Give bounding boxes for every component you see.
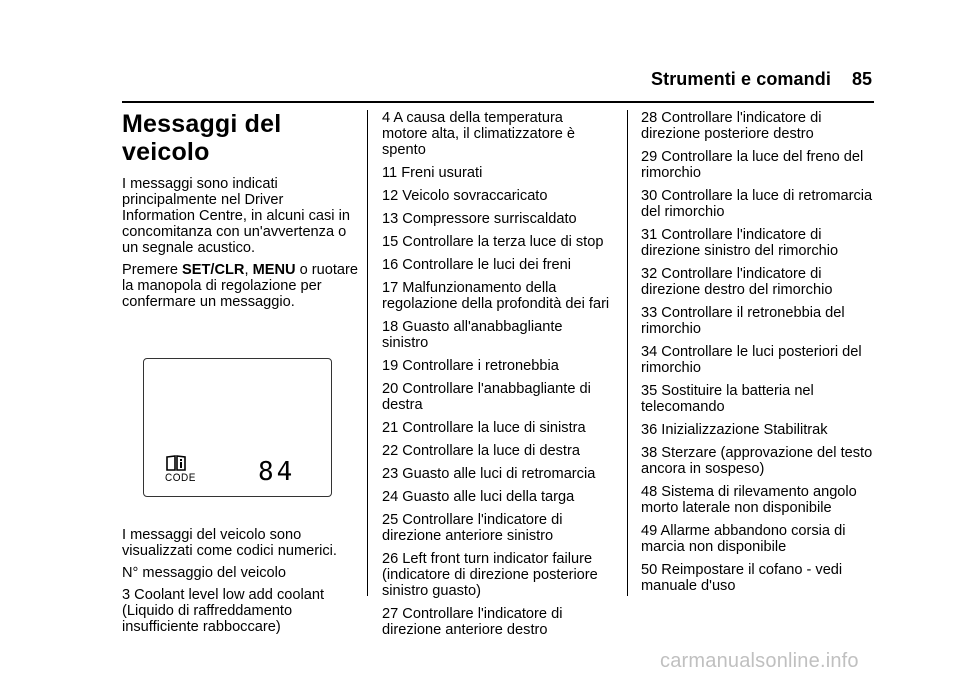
message-item: 28 Controllare l'indicatore di direzione posteriore destro bbox=[641, 110, 822, 142]
message-item: 22 Controllare la luce di destra bbox=[382, 443, 580, 459]
column-2 bbox=[382, 110, 612, 645]
message-item: 48 Sistema di rilevamento angolo morto laterale non disponibile bbox=[641, 484, 857, 516]
page-number: 85 bbox=[852, 69, 873, 89]
message-item: 12 Veicolo sovraccaricato bbox=[382, 188, 548, 204]
book-icon bbox=[166, 455, 186, 471]
set-clr-label: SET/CLR bbox=[182, 262, 245, 278]
message-item: 36 Inizializzazione Stabilitrak bbox=[641, 422, 828, 438]
column-divider bbox=[627, 110, 628, 596]
message-item: 24 Guasto alle luci della targa bbox=[382, 489, 575, 505]
message-number-heading: N° messaggio del veicolo bbox=[122, 565, 287, 581]
message-item: 19 Controllare i retronebbia bbox=[382, 358, 559, 374]
message-item: 13 Compressore surriscaldato bbox=[382, 211, 577, 227]
message-item: 38 Sterzare (approvazione del testo ancora in sospeso) bbox=[641, 445, 873, 477]
page-header-title: Strumenti e comandi bbox=[651, 69, 831, 89]
codes-description: I messaggi del veicolo sono visualizzati come codici numerici. bbox=[122, 527, 337, 559]
instruction-text: Premere bbox=[122, 262, 183, 278]
driver-information-display bbox=[143, 358, 332, 497]
message-item: 4 A causa della temperatura motore alta, il climatizzatore è spento bbox=[382, 110, 576, 158]
column-divider bbox=[367, 110, 368, 596]
column-1 bbox=[122, 110, 360, 641]
intro-paragraph: I messaggi sono indicati principalmente nel Driver Information Centre, in alcuni casi in concomitanza con un'avvertenza o un segnale acustico. bbox=[122, 176, 350, 256]
instruction-text-end: o ruotare la manopola di regolazione per confermare un messaggio. bbox=[122, 262, 359, 310]
message-item: 50 Reimpostare il cofano - vedi manuale d'uso bbox=[641, 562, 843, 594]
menu-label: MENU bbox=[252, 262, 296, 278]
message-item: 26 Left front turn indicator failure (indicatore di direzione posteriore sinistro guasto) bbox=[382, 551, 598, 599]
header-rule bbox=[122, 101, 874, 103]
section-title: Messaggi del veicolo bbox=[122, 110, 282, 166]
message-item: 35 Sostituire la batteria nel telecomando bbox=[641, 383, 814, 415]
message-item: 20 Controllare l'anabbagliante di destra bbox=[382, 381, 591, 413]
message-item: 32 Controllare l'indicatore di direzione destro del rimorchio bbox=[641, 266, 833, 298]
watermark-text: carmanualsonline.info bbox=[660, 650, 859, 672]
message-item: 21 Controllare la luce di sinistra bbox=[382, 420, 586, 436]
message-item: 29 Controllare la luce del freno del rimorchio bbox=[641, 149, 864, 181]
instruction-paragraph bbox=[122, 262, 360, 310]
message-item: 49 Allarme abbandono corsia di marcia non disponibile bbox=[641, 523, 846, 555]
message-item: 31 Controllare l'indicatore di direzione sinistro del rimorchio bbox=[641, 227, 839, 259]
message-item: 25 Controllare l'indicatore di direzione anteriore sinistro bbox=[382, 512, 563, 544]
message-item: 17 Malfunzionamento della regolazione della profondità dei fari bbox=[382, 280, 610, 312]
message-item: 27 Controllare l'indicatore di direzione anteriore destro bbox=[382, 606, 563, 638]
column-3 bbox=[641, 110, 873, 601]
message-item: 3 Coolant level low add coolant (Liquido di raffreddamento insufficiente rabboccare) bbox=[122, 587, 325, 635]
message-item: 15 Controllare la terza luce di stop bbox=[382, 234, 604, 250]
message-item: 16 Controllare le luci dei freni bbox=[382, 257, 572, 273]
message-code-number: 84 bbox=[258, 457, 296, 487]
code-label: CODE bbox=[165, 472, 196, 485]
instruction-separator: , bbox=[244, 262, 253, 278]
message-item: 18 Guasto all'anabbagliante sinistro bbox=[382, 319, 563, 351]
message-item: 33 Controllare il retronebbia del rimorchio bbox=[641, 305, 845, 337]
message-item: 11 Freni usurati bbox=[382, 165, 483, 181]
message-item: 23 Guasto alle luci di retromarcia bbox=[382, 466, 596, 482]
message-item: 30 Controllare la luce di retromarcia del rimorchio bbox=[641, 188, 873, 220]
message-item: 34 Controllare le luci posteriori del rimorchio bbox=[641, 344, 862, 376]
